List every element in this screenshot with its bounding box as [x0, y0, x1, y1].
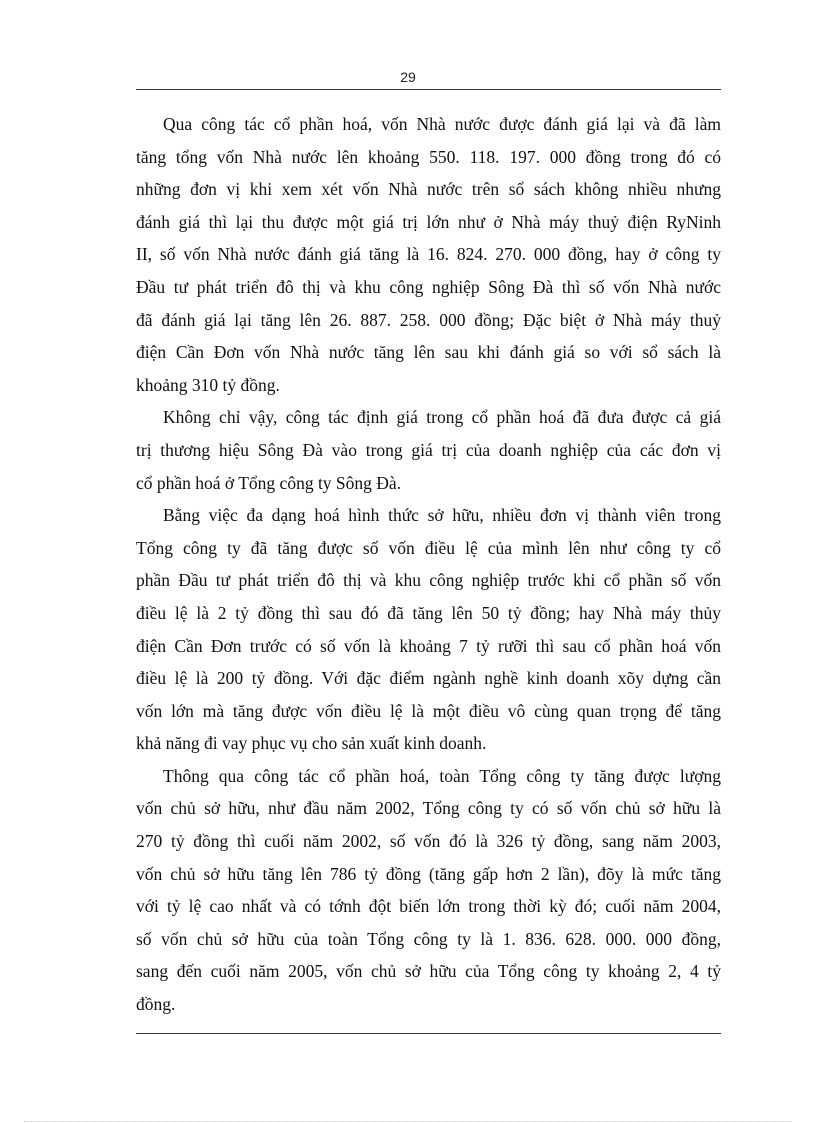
- text-line: cổ phần hoá ở Tổng công ty Sông Đà.: [136, 472, 402, 493]
- page-edge-divider: [24, 1121, 792, 1122]
- text-line: vốn lớn mà tăng được vốn điều lệ là một điều vô cùng quan trọng để tăng: [136, 700, 721, 721]
- text-line: II, số vốn Nhà nước đánh giá tăng là 16. 824. 270. 000 đồng, hay ở công ty: [136, 244, 721, 265]
- text-line: điện Cần Đơn vốn Nhà nước tăng lên sau khi đánh giá so với sổ sách là: [136, 342, 721, 363]
- text-line: đồng.: [136, 994, 176, 1015]
- text-line: tăng tổng vốn Nhà nước lên khoảng 550. 118. 197. 000 đồng trong đó có: [136, 146, 721, 167]
- page-number: 29: [400, 69, 416, 85]
- paragraph-1: [136, 108, 721, 401]
- text-line: Không chỉ vậy, công tác định giá trong cổ phần hoá đã đưa được cả giá: [163, 407, 721, 428]
- text-line: những đơn vị khi xem xét vốn Nhà nước trên sổ sách không nhiều nhưng: [136, 179, 721, 200]
- text-line: số vốn chủ sở hữu của toàn Tổng công ty là 1. 836. 628. 000. 000 đồng,: [136, 928, 721, 949]
- text-line: đánh giá thì lại thu được một giá trị lớn như ở Nhà máy thuỷ điện RyNinh: [136, 211, 721, 232]
- text-line: sang đến cuối năm 2005, vốn chủ sở hữu của Tổng công ty khoảng 2, 4 tỷ: [136, 961, 721, 982]
- text-line: Đầu tư phát triển đô thị và khu công nghiệp Sông Đà thì số vốn Nhà nước: [136, 276, 721, 297]
- paragraph-2: [136, 401, 721, 499]
- text-line: vốn chủ sở hữu tăng lên 786 tỷ đồng (tăng gấp hơn 2 lần), đõy là mức tăng: [136, 863, 721, 884]
- text-line: vốn chủ sở hữu, như đầu năm 2002, Tổng công ty có số vốn chủ sở hữu là: [136, 798, 721, 819]
- text-line: Tổng công ty đã tăng được số vốn điều lệ của mình lên như công ty cổ: [136, 537, 721, 558]
- paragraph-4: [136, 760, 721, 1021]
- text-line: điều lệ là 2 tỷ đồng thì sau đó đã tăng lên 50 tỷ đồng; hay Nhà máy thủy: [136, 602, 721, 623]
- text-line: 270 tỷ đồng thì cuối năm 2002, số vốn đó là 326 tỷ đồng, sang năm 2003,: [136, 831, 721, 852]
- text-line: điện Cần Đơn trước có số vốn là khoảng 7 tỷ rưỡi thì sau cổ phần hoá vốn: [136, 635, 721, 656]
- text-line: khả năng đi vay phục vụ cho sản xuất kinh doanh.: [136, 733, 487, 754]
- text-line: Qua công tác cổ phần hoá, vốn Nhà nước được đánh giá lại và đã làm: [163, 114, 721, 134]
- body-text: [136, 108, 721, 1021]
- text-line: với tỷ lệ cao nhất và có tớnh đột biến lớn trong thời kỳ đó; cuối năm 2004,: [136, 896, 721, 917]
- text-line: điều lệ là 200 tỷ đồng. Với đặc điểm ngành nghề kinh doanh xõy dựng cần: [136, 668, 721, 689]
- text-line: trị thương hiệu Sông Đà vào trong giá trị của doanh nghiệp của các đơn vị: [136, 439, 721, 460]
- header-rule: [136, 89, 721, 90]
- text-line: đã đánh giá lại tăng lên 26. 887. 258. 000 đồng; Đặc biệt ở Nhà máy thuỷ: [136, 309, 721, 330]
- footer-rule: [136, 1033, 721, 1034]
- text-line: phần Đầu tư phát triển đô thị và khu công nghiệp trước khi cổ phần số vốn: [136, 570, 721, 591]
- paragraph-3: [136, 499, 721, 760]
- text-line: Thông qua công tác cổ phần hoá, toàn Tổng công ty tăng được lượng: [163, 765, 721, 786]
- text-line: khoảng 310 tỷ đồng.: [136, 374, 280, 395]
- text-line: Bằng việc đa dạng hoá hình thức sở hữu, nhiều đơn vị thành viên trong: [163, 505, 721, 526]
